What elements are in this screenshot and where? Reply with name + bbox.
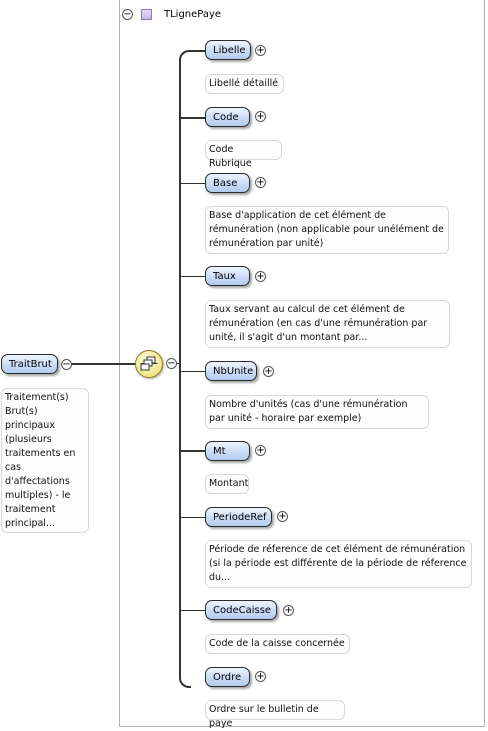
collapse-sequence-button[interactable]: − xyxy=(167,358,176,369)
expand-taux-button[interactable]: + xyxy=(256,271,265,282)
element-description: Taux servant au calcul de cet élément de rémunération (en cas d'une rémunération par unité, il s'agit d'un montant par... xyxy=(205,300,450,348)
element-mt[interactable] xyxy=(205,441,250,461)
element-description: Libellé détaillé xyxy=(205,74,284,94)
expand-ordre-button[interactable]: + xyxy=(256,671,265,682)
element-label: Mt xyxy=(213,445,226,457)
element-code[interactable] xyxy=(205,107,250,127)
element-nbunite[interactable] xyxy=(205,361,257,381)
expand-code-button[interactable]: + xyxy=(256,111,265,122)
element-label: CodeCaisse xyxy=(213,604,272,616)
root-element-traitbrut[interactable] xyxy=(1,354,58,374)
connector-root-to-sequence xyxy=(72,363,136,365)
type-name: TLignePaye xyxy=(164,8,222,20)
expand-libelle-button[interactable]: + xyxy=(256,45,265,56)
connector-libelle xyxy=(189,50,206,52)
element-description: Période de réference de cet élément de rémunération (si la période est différente de la période de réference du... xyxy=(205,540,472,588)
connector-perioderef xyxy=(181,517,206,518)
element-description: Code de la caisse concernée xyxy=(205,634,350,654)
element-base[interactable] xyxy=(205,173,250,193)
connector-codecaisse xyxy=(181,610,206,611)
connector-mt xyxy=(181,450,206,452)
connector-code xyxy=(181,117,206,119)
complex-type-icon xyxy=(141,9,152,20)
element-description: Code Rubrique xyxy=(205,140,282,160)
expand-base-button[interactable]: + xyxy=(256,177,265,188)
element-label: NbUnite xyxy=(213,365,254,377)
sequence-compositor[interactable] xyxy=(135,350,163,378)
element-codecaisse[interactable] xyxy=(205,600,277,620)
expand-codecaisse-button[interactable]: + xyxy=(284,605,293,616)
root-element-label: TraitBrut xyxy=(9,358,52,370)
element-taux[interactable] xyxy=(205,266,250,286)
type-header xyxy=(122,6,221,22)
element-label: Base xyxy=(213,177,238,189)
element-perioderef[interactable] xyxy=(205,507,272,527)
element-description: Base d'application de cet élément de rémunération (non applicable pour unélément de rémunération par unité) xyxy=(205,206,449,254)
sequence-spine xyxy=(179,60,181,678)
collapse-type-button[interactable]: − xyxy=(123,8,132,20)
element-label: Taux xyxy=(213,270,236,282)
connector-taux xyxy=(181,276,206,277)
element-description: Nombre d'unités (cas d'une rémunération par unité - horaire par exemple) xyxy=(205,395,429,429)
collapse-root-button[interactable]: − xyxy=(62,359,71,370)
root-description: Traitement(s) Brut(s) principaux (plusieurs traitements en cas d'affectations multiples) - le traitement principal... xyxy=(1,388,89,533)
connector-nbunite xyxy=(181,371,206,372)
element-label: Ordre xyxy=(213,671,242,683)
expand-mt-button[interactable]: + xyxy=(256,445,265,456)
element-libelle[interactable] xyxy=(205,40,251,60)
expand-perioderef-button[interactable]: + xyxy=(278,511,287,522)
element-label: Code xyxy=(213,111,239,123)
element-label: PeriodeRef xyxy=(213,511,267,523)
connector-base xyxy=(181,183,206,184)
sequence-icon xyxy=(140,355,158,373)
element-ordre[interactable] xyxy=(205,667,250,687)
element-description: Montant xyxy=(205,474,249,494)
expand-nbunite-button[interactable]: + xyxy=(264,366,273,377)
element-description: Ordre sur le bulletin de paye xyxy=(205,700,345,720)
element-label: Libelle xyxy=(213,44,246,56)
